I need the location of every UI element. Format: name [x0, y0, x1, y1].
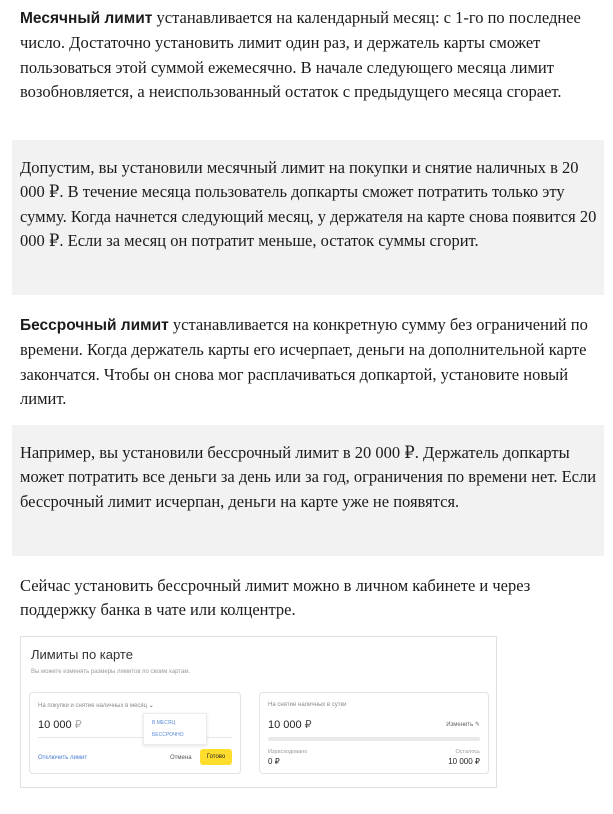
- ready-button[interactable]: Готово: [200, 749, 232, 765]
- amount-input[interactable]: [38, 718, 82, 731]
- pencil-icon: ✎: [474, 722, 480, 728]
- paragraph-monthly-limit: [20, 6, 605, 104]
- disable-limit-link[interactable]: Отключить лимит: [38, 755, 88, 761]
- paragraph-how-to-set: Сейчас установить бессрочный лимит можно в личном кабинете и через поддержку банка в чате или колцентре.: [20, 576, 531, 620]
- cancel-button[interactable]: Отмена: [170, 755, 192, 761]
- card-label-text: На покупки и снятие наличных в месяц: [38, 703, 148, 709]
- callout-perpetual-example: [12, 425, 604, 556]
- daily-cash-limit-card: [259, 692, 489, 774]
- spent-value: 0 ₽: [268, 757, 280, 766]
- term-perpetual-limit: Бессрочный лимит: [20, 317, 169, 334]
- limit-progress-bar: [268, 737, 480, 741]
- paragraph-text: устанавливается на конкретную сумму без ограничений по времени. Когда держатель карты его исчерпает, деньги на дополнительной карте закончатся. Чтобы он снова мог расплачиваться допкартой, установите новый лимит.: [20, 315, 588, 408]
- term-monthly-limit: Месячный лимит: [20, 10, 153, 27]
- limits-screenshot: [20, 636, 497, 788]
- paragraph-text: устанавливается на календарный месяц: с 1-го по последнее число. Достаточно установить лимит один раз, и держатель карты сможет пользоваться этой суммой ежемесячно. В начале следующего месяца лимит возобновляется, а неиспользованный остаток с предыдущего месяца сгорает.: [20, 8, 581, 101]
- period-dropdown: [143, 713, 207, 745]
- amount-value: 10 000: [38, 719, 72, 731]
- amount-value: [268, 718, 312, 731]
- screenshot-title: Лимиты по карте: [31, 647, 133, 662]
- remaining-label: Осталось: [455, 749, 480, 755]
- currency: ₽: [74, 719, 82, 731]
- screenshot-subtitle: Вы можете изменять размеры лимитов по своим картам.: [31, 669, 191, 675]
- edit-link[interactable]: [446, 721, 480, 728]
- dropdown-option-monthly[interactable]: В МЕСЯЦ: [152, 720, 176, 726]
- amount-number: 10 000: [268, 719, 302, 731]
- card-label: На снятие наличных в сутки: [268, 702, 347, 708]
- card-label: [38, 702, 154, 709]
- dropdown-option-perpetual[interactable]: БЕССРОЧНО: [152, 732, 184, 738]
- remaining-value: 10 000 ₽: [448, 757, 480, 766]
- spent-label: Израсходовано: [268, 749, 308, 755]
- monthly-limit-card: [29, 692, 241, 774]
- edit-link-text: Изменить: [446, 722, 474, 728]
- paragraph-perpetual-limit: [20, 313, 605, 411]
- chevron-down-icon[interactable]: ⌄: [148, 703, 154, 709]
- currency: ₽: [304, 719, 312, 731]
- callout-text: Например, вы установили бессрочный лимит в 20 000 ₽. Держатель допкарты может потратить все деньги за день или за год, ограничения по времени нет. Если бессрочный лимит исчерпан, деньги на карте уже не появятся.: [20, 443, 597, 511]
- callout-monthly-example: [12, 140, 604, 295]
- callout-text: Допустим, вы установили месячный лимит на покупки и снятие наличных в 20 000 ₽. В течение месяца пользователь допкарты сможет потратить только эту сумму. Когда начнется следующий месяц, у держателя на карте снова появится 20 000 ₽. Если за месяц он потратит меньше, остаток суммы сгорит.: [20, 158, 597, 250]
